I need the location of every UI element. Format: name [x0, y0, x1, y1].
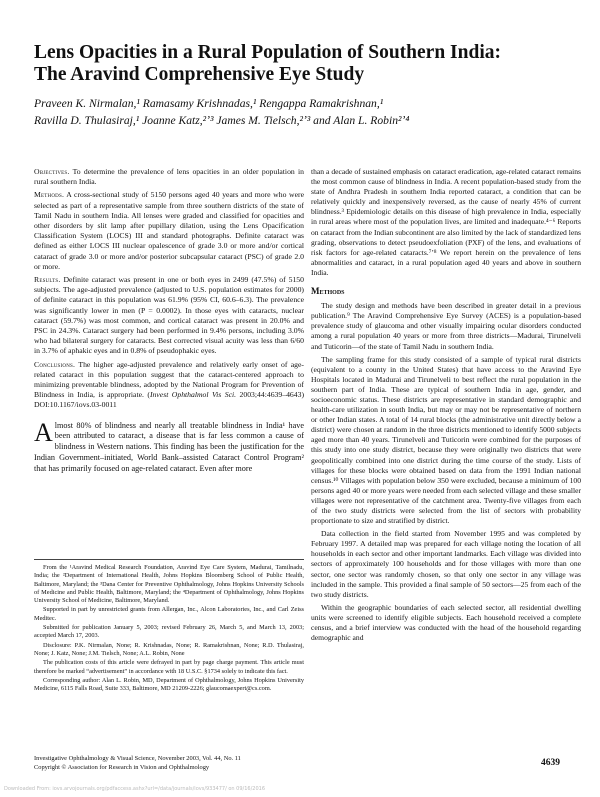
download-notice: Downloaded From: iovs.arvojournals.org/pdfaccess.ashx?url=/data/journals/iovs/933477/ on 09/16/2016	[4, 786, 266, 792]
authors-line-2: Ravilla D. Thulasiraj,¹ Joanne Katz,²ʼ³ James M. Tielsch,²ʼ³ and Alan L. Robin²ʼ⁴	[34, 114, 410, 127]
left-column	[34, 167, 304, 478]
journal-line-1: Investigative Ophthalmology & Visual Science, November 2003, Vol. 44, No. 11	[34, 755, 241, 762]
methods-text: A cross-sectional study of 5150 persons aged 40 years and more who were selected as part of a representative sample from three southern districts of the state of Tamil Nadu in southern India. All lenses were graded and classified for opacities and other disorders by slit lamp after pupillary dilation, using the Lens Opacification Classification System (LOCS) III and standard photographs. Definite cataract was defined as either LOCS III nuclear opalescence of grade 3.0 or more and/or cortical cataract of grade 3.0 or more and/or posterior subcapsular cataract (PSC) of grade 2.0 or more.	[34, 190, 304, 271]
objectives-label: Objectives.	[34, 167, 70, 176]
citation-journal: Invest Ophthalmol Vis Sci.	[149, 390, 237, 400]
page-number: 4639	[541, 758, 560, 768]
conclusions-text: The higher age-adjusted prevalence and relatively early onset of age-related cataract in this population suggest that the cataract-centered approach to minimizing preventable blindness, adopted by the National Program for Prevention of Blindness in India, is appropriate. (	[34, 359, 304, 400]
objectives-text: To determine the prevalence of lens opacities in an older population in rural southern India.	[34, 167, 304, 187]
journal-line-2: Copyright © Association for Research in Vision and Ophthalmology	[34, 763, 210, 771]
methods-label: Methods.	[34, 190, 65, 200]
footnote-affiliations: From the ¹Aravind Medical Research Foundation, Aravind Eye Care System, Madurai, Tamilnadu, India; the ²Department of International Health, Johns Hopkins Bloomberg School of Public Health, Baltimore, Maryland; the ³Dana Center for Preventive Ophthalmology, Johns Hopkins University Schools of Medicine and Public Health, Baltimore, Maryland; the ⁴Department of Ophthalmology, Johns Hopkins University School of Medicine, Baltimore, Maryland.	[34, 564, 304, 605]
footnote-disclosure: Disclosure: P.K. Nirmalan, None; R. Krishnadas, None; R. Ramakrishnan, None; R.D. Thulasiraj, None; J. Katz, None; J.M. Tielsch, None; A.L. Robin, None	[34, 641, 304, 657]
abstract-results	[34, 275, 304, 357]
citation-tail: 2003;44:4639–4643) DOI:10.1167/iovs.03-0011	[34, 390, 305, 410]
results-text: Definite cataract was present in one or both eyes in 2499 (47.5%) of 5150 subjects. The age-adjusted prevalence (adjusted to U.S. population estimates for 2000) of definite cataract in this population was 61.9% (95% CI, 60.6–6.3). The prevalence was significantly lower in men (P = 0.0002). In those eyes with cataracts, nuclear cataract (59.7%) was most common, and cortical cataract was present in 20.0% and PSC in 24.3%. Cataract surgery had been performed in 9.4% persons, including 3.0% who had bilateral surgery for cataracts. Best corrected visual acuity was less than 6/60 in 3.7% of aphakic eyes and in 0.8% of pseudophakic eyes.	[34, 275, 304, 356]
title-line-2: The Aravind Comprehensive Eye Study	[34, 64, 365, 85]
journal-info	[34, 755, 434, 772]
article-title	[34, 42, 574, 86]
abstract-objectives	[34, 167, 304, 187]
footnote-corresponding: Corresponding author: Alan L. Robin, MD, Department of Ophthalmology, Johns Hopkins University Medicine, 6115 Falls Road, Suite 333, Baltimore, MD 21209-2226; glaucomaexpert@cs.com.	[34, 676, 304, 693]
title-line-1: Lens Opacities in a Rural Population of Southern India:	[34, 42, 501, 63]
right-para-4: Data collection in the field started from November 1995 and was completed by February 1997. A detailed map was prepared for each village noting the location of all households in each sector and other important landmarks. Each village was divided into sectors of approximately 100 households and for those villages with more than one sector, one sector was randomly chosen, so that only one sector in any village was included in the sample. This provided a final sample of 50 sectors—25 from each of the two study districts.	[311, 529, 581, 599]
right-column	[311, 167, 581, 646]
results-label: Results.	[34, 275, 61, 285]
methods-heading: Methods	[311, 286, 345, 297]
footnote-support: Supported in part by unrestricted grants from Allergan, Inc., Alcon Laboratories, Inc., and Carl Zeiss Meditec.	[34, 606, 304, 622]
right-para-5: Within the geographic boundaries of each selected sector, all residential dwelling units were screened to identify eligible subjects. Each household received a complete census, and a brief interview was conducted with the head of the household regarding demographic and	[311, 602, 581, 643]
abstract-conclusions	[34, 360, 304, 411]
right-para-2: The study design and methods have been described in greater detail in a previous publication.⁹ The Aravind Comprehensive Eye Survey (ACES) is a population-based prevalence study of glaucoma and other visually impairing ocular disorders conducted among a rural population 40 years or more from three districts—Madurai, Tirunelveli and Tuticorin—of the state of Tamil Nadu in southern India.	[311, 301, 581, 351]
abstract	[34, 167, 304, 411]
authors-line-1: Praveen K. Nirmalan,¹ Ramasamy Krishnadas,¹ Rengappa Ramakrishnan,¹	[34, 97, 384, 110]
right-para-1: than a decade of sustained emphasis on cataract eradication, age-related cataract remains the most common cause of blindness in India. A recent population-based study from the state of Andhra Pradesh in southern India reported cataract, a condition that can be relatively quickly and inexpensively reversed, as the cause of nearly 45% of current blindness.³ Epidemiologic details on this disease of high prevalence in India, especially in rural areas where most of the population lives, are limited and inadequate.⁴⁻⁶ Reports on cataract from the Indian subcontinent are also limited by the lack of standardized lens grading, observations to detect pseudoexfoliation (PXF) of the lens, and evaluations of risk factors for age-related cataracts.⁷ʼ⁸ We report herein on the prevalence of lens abnormalities and cataract, in a rural population aged 40 years and above in southern India.	[311, 167, 581, 277]
intro-paragraph	[34, 417, 304, 475]
abstract-methods	[34, 190, 304, 272]
intro-text: lmost 80% of blindness and nearly all treatable blindness in India¹ have been attributed to cataract, a disease that is far less common a cause of blindness in Western nations. This finding has been the justification for the Indian Government–initiated, World Bank–assisted Cataract Control Program² that has primarily focused on age-related cataract. Even after more	[34, 420, 304, 473]
footnote-costs: The publication costs of this article were defrayed in part by page charge payment. This article must therefore be marked “advertisement” in accordance with 18 U.S.C. §1734 solely to indicate this fact.	[34, 659, 304, 675]
right-para-3: The sampling frame for this study consisted of a sample of typical rural districts (equivalent to a county in the United States) that have access to the Aravind Eye Hospitals located in Madurai and Tirunelveli to best reflect the rural population in the southern part of India. These are typical of southern India in age, gender, and socioeconomic status. These districts are representative in standard demographic and health-care utilization in south India, but may or may not be representative of northern or other Indian states. A total of 14 rural blocks (the administrative unit directly below a district) were chosen at random in the three districts mentioned to identify 5000 subjects aged more than 40 years. Tirunelveli and Tuticorin were combined for the purposes of this study into one study district, because they were originally two districts that were geopolitically combined into one district during the time course of the study. Lists of villages for these blocks were obtained based on data from the 1991 Indian national census.¹⁰ Villages with population below 350 were excluded, because a minimum of 100 persons aged 40 or more years were needed from each selected village and these smaller villages were not representative of the catchment area. Twenty-five villages from each of the two study districts were selected from the list of sectors with probability proportionate to size and stratified by district.	[311, 354, 581, 526]
drop-cap: A	[34, 417, 53, 447]
footnotes	[34, 559, 304, 694]
author-list	[34, 95, 574, 129]
footnote-dates: Submitted for publication January 5, 2003; revised February 26, March 5, and March 13, 2003; accepted March 17, 2003.	[34, 624, 304, 640]
conclusions-label: Conclusions.	[34, 359, 76, 369]
